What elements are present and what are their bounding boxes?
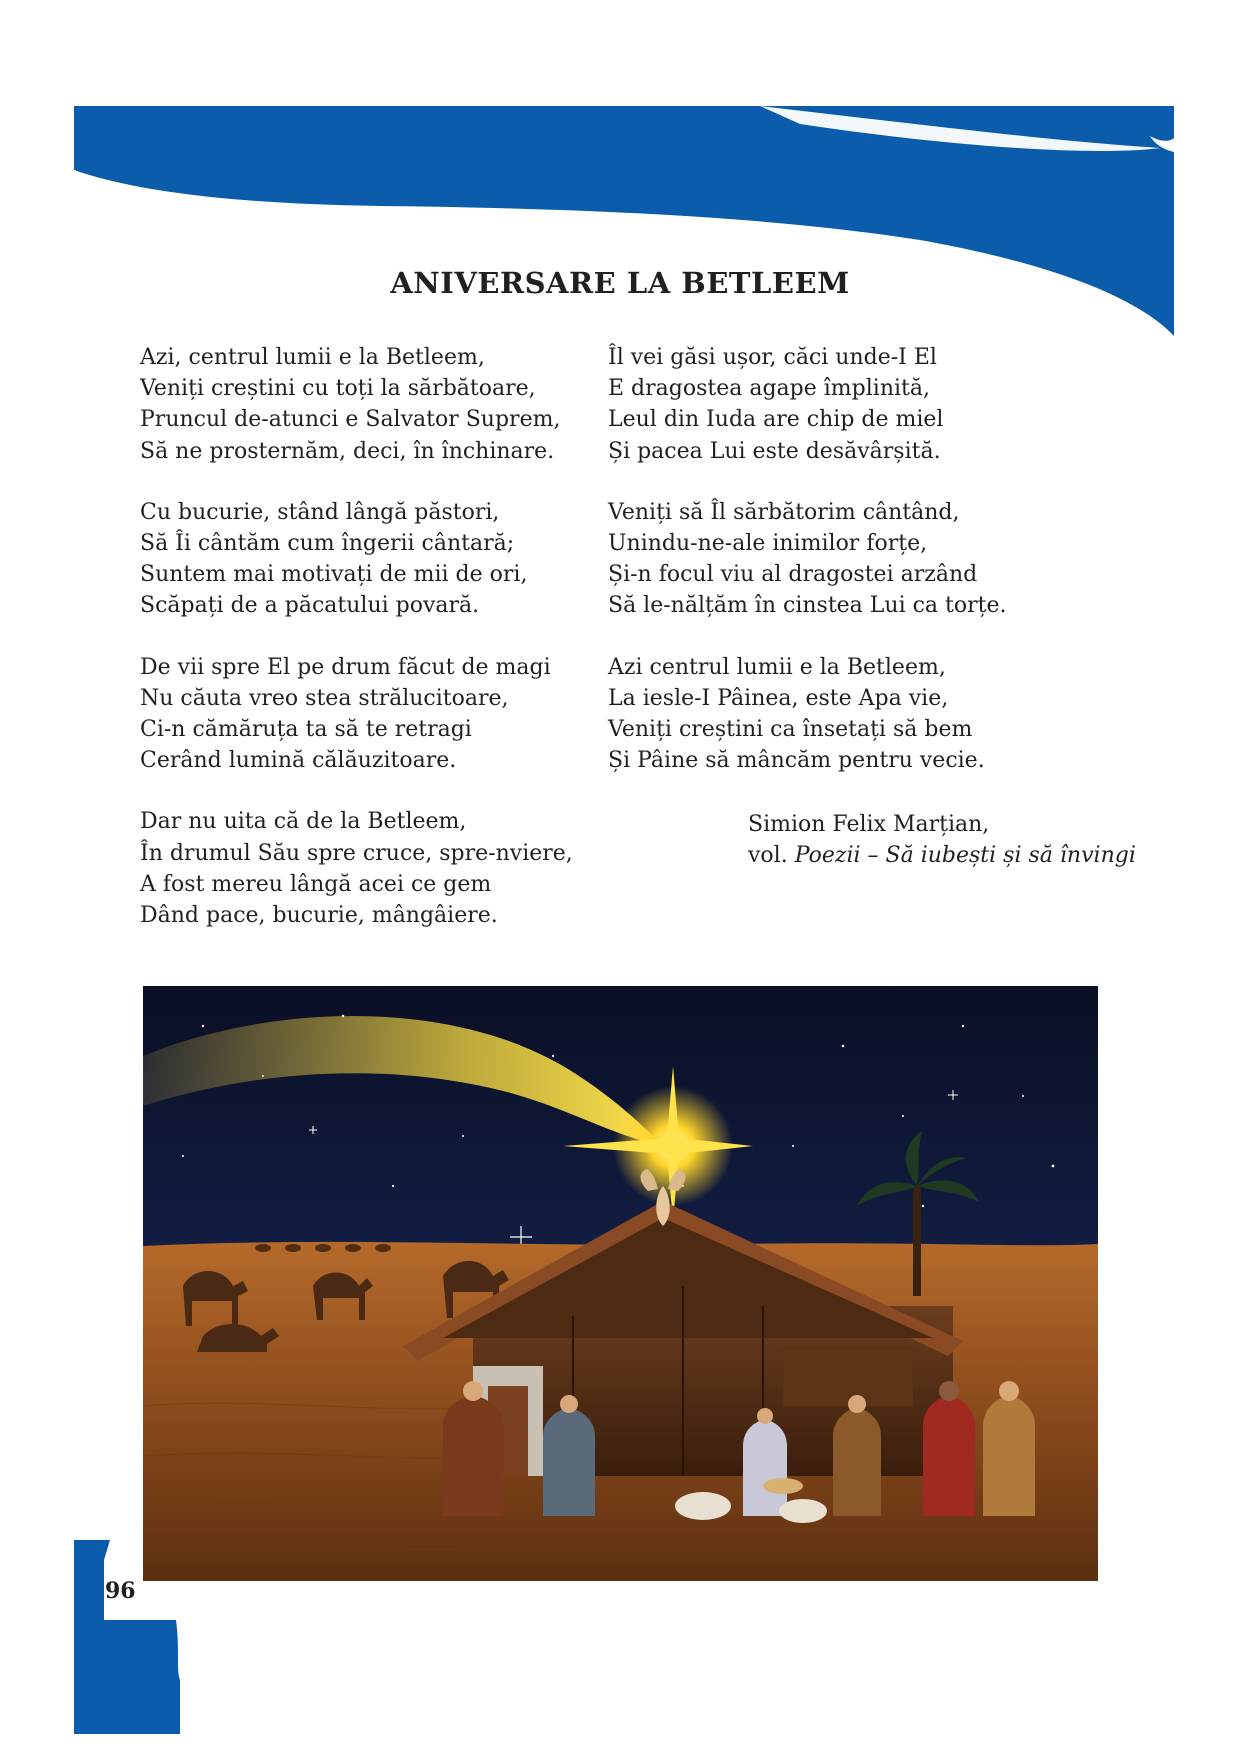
stanza — [608, 342, 1006, 467]
poem-line: Pruncul de-atunci e Salvator Suprem, — [140, 407, 561, 433]
poem-line: Leul din Iuda are chip de miel — [608, 407, 944, 433]
page-number: 96 — [105, 1578, 136, 1604]
volume-title: Poezii – Să iubești și să învingi — [794, 843, 1136, 869]
poem-attribution — [748, 809, 1136, 871]
stanza — [140, 806, 573, 931]
author-name: Simion Felix Marțian, — [748, 812, 990, 837]
stanza — [140, 497, 573, 622]
poem-line: Să ne prosternăm, deci, în închinare. — [140, 438, 555, 464]
nativity-scene-icon — [143, 986, 1098, 1581]
poem-line: Ci-n cămăruța ta să te retragi — [140, 717, 472, 743]
poem-line: Nu căuta vreo stea strălucitoare, — [140, 685, 509, 711]
poem-line: Scăpați de a păcatului povară. — [140, 593, 480, 619]
poem-right-column — [608, 342, 1006, 806]
volume-prefix: vol. — [748, 843, 795, 869]
poem-line: În drumul Său spre cruce, spre-nviere, — [140, 840, 573, 866]
poem-line: La iesle-I Pâinea, este Apa vie, — [608, 685, 949, 711]
stanza — [140, 342, 573, 467]
poem-line: A fost mereu lângă acei ce gem — [140, 871, 492, 897]
poem-line: E dragostea agape împlinită, — [608, 376, 930, 402]
source-volume — [748, 840, 1136, 871]
poem-line: Veniți creștini cu toți la sărbătoare, — [140, 376, 536, 402]
header-wave-banner — [0, 0, 1240, 360]
corner-bracket-decoration — [0, 1520, 200, 1754]
poem-line: Dar nu uita că de la Betleem, — [140, 809, 467, 835]
poem-line: Suntem mai motivați de mii de ori, — [140, 562, 528, 588]
poem-title: ANIVERSARE LA BETLEEM — [390, 266, 850, 300]
poem-line: Unindu-ne-ale inimilor forțe, — [608, 531, 928, 557]
poem-line: Cerând lumină călăuzitoare. — [140, 748, 457, 774]
poem-line: Și-n focul viu al dragostei arzând — [608, 562, 978, 588]
nativity-scene-illustration — [143, 986, 1098, 1581]
poem-line: Să le-nălțăm în cinstea Lui ca torțe. — [608, 593, 1007, 619]
poem-line: Și Pâine să mâncăm pentru vecie. — [608, 748, 985, 774]
stanza — [608, 497, 1006, 622]
stanza — [140, 652, 573, 777]
poem-line: Azi, centrul lumii e la Betleem, — [140, 345, 485, 370]
poem-line: Veniți creștini ca însetați să bem — [608, 717, 973, 743]
poem-line: Dând pace, bucurie, mângâiere. — [140, 903, 498, 929]
poem-line: Veniți să Îl sărbătorim cântând, — [608, 499, 960, 525]
poem-line: Îl vei găsi ușor, căci unde-I El — [608, 345, 937, 370]
poem-line: Azi centrul lumii e la Betleem, — [608, 654, 946, 680]
poem-line: Să Îi cântăm cum îngerii cântară; — [140, 531, 515, 557]
poem-line: De vii spre El pe drum făcut de magi — [140, 654, 551, 680]
poem-line: Și pacea Lui este desăvârșită. — [608, 438, 941, 464]
poem-left-column — [140, 342, 573, 961]
stanza — [608, 652, 1006, 777]
poem-line: Cu bucurie, stând lângă păstori, — [140, 499, 500, 525]
